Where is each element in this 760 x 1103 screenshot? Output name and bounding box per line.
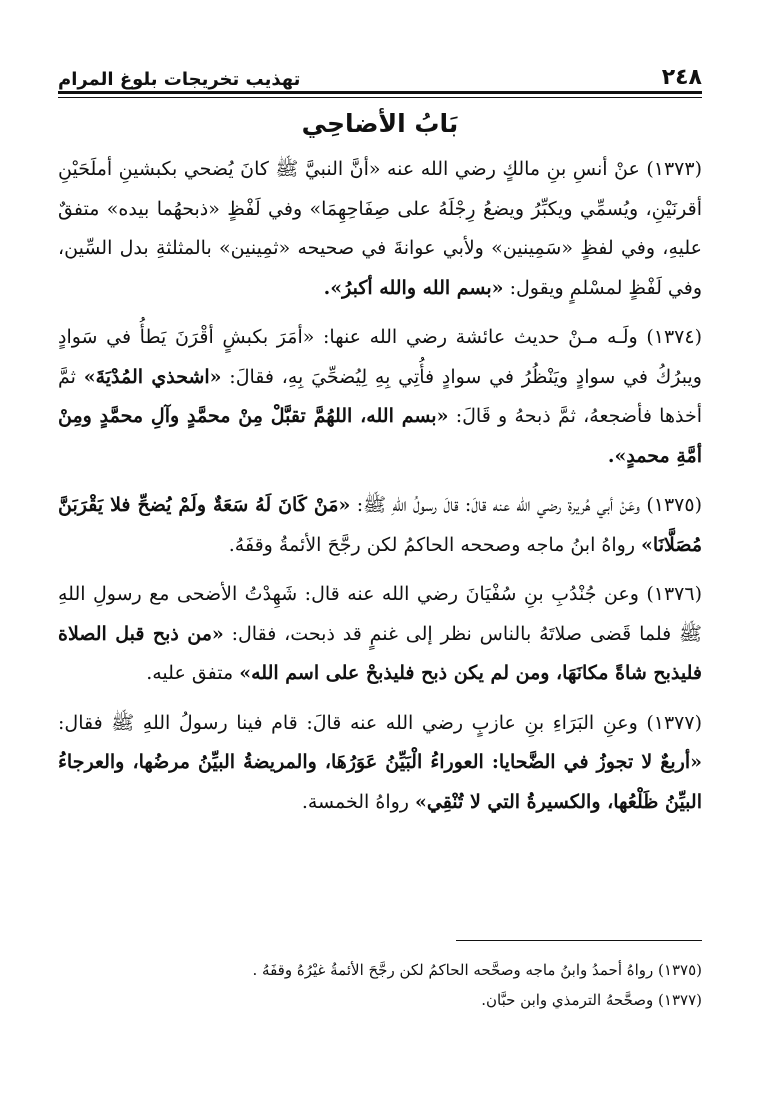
header-rule-thin xyxy=(58,97,702,98)
footnote-1377: (١٣٧٧) وصحَّحهُ الترمذي وابن حبَّان. xyxy=(481,991,702,1009)
hadith-quote: «اشحذي المُدْيَةَ» xyxy=(83,365,222,388)
header-rule xyxy=(58,91,702,94)
hadith-text: (١٣٧٧) وعنِ البَرَاءِ بنِ عازبٍ رضي الله عنه قالَ: قام فينا رسولُ اللهِ ﷺ فقال: xyxy=(58,711,702,734)
hadith-text: (١٣٧٥) وعَنْ أبي هُريرة رضي الله عنه قالَ: قالَ رسولُ اللهِ ﷺ: xyxy=(350,494,702,516)
hadith-quote: «بسم الله، اللهُمَّ تقبَّلْ مِنْ محمَّدٍ وآلِ محمَّدٍ ومِنْ أمَّةِ محمدٍ». xyxy=(58,405,702,467)
hadith-text: (١٣٧٤) ولَـه مـنْ حديث عائشة رضي الله عنها: «أمَرَ بكبشٍ أقْرَنَ يَطأُ في سَوادٍ ويبرُكُ في سوادٍ ويَنْظُرُ في سوادٍ فأُتِي بِهِ لِيُضحِّيَ بِهِ، فقالَ: xyxy=(58,326,702,388)
chapter-title: بَابُ الأضاحِي xyxy=(301,109,459,138)
hadith-list xyxy=(58,150,702,822)
hadith-quote: «من ذبح قبل الصلاة فليذبح شاةً مكانَهَا، ومن لم يكن ذبح فليذبحْ على اسم الله» xyxy=(58,622,702,684)
hadith-1375 xyxy=(58,486,702,565)
hadith-1374 xyxy=(58,318,702,476)
hadith-quote: «أربعٌ لا تجوزُ في الضَّحايا: العوراءُ الْبَيِّنُ عَوَرُهَا، والمريضةُ البيِّنُ مرضُها، والعرجاءُ البيِّنُ ظَلْعُها، والكسيرةُ التي لا تُنْقِي» xyxy=(58,751,702,813)
hadith-text: (١٣٧٣) عنْ أنسِ بنِ مالكٍ رضي الله عنه «أنَّ النبيَّ ﷺ كانَ يُضحي بكبشينِ أملَحَيْنِ أقرنَيْنِ، ويُسمِّي ويكبِّرُ ويضعُ رِجْلَهُ على صِفَاحِهِمَا» وفي لَفْظٍ «ذبحهُما بيده» متفقٌ عليهِ، وفي لفظٍ «سَمِينين» ولأبي عوانةَ في صحيحه «ثمِينين» بالمثلثةِ بدل السِّين، وفي لَفْظٍ لمسْلمٍ ويقول: xyxy=(58,158,702,299)
footnote-divider xyxy=(456,940,702,941)
hadith-text: ثمَّ أخذها فأضجعهُ، ثمَّ ذبحهُ و قَالَ: xyxy=(58,365,702,427)
hadith-quote: «مَنْ كَانَ لَهُ سَعَةٌ ولَمْ يُضحِّ فلا يَقْرَبَنَّ مُصَلَّانَا» xyxy=(58,494,702,556)
footnotes xyxy=(58,955,702,1015)
book-title: تهذيب تخريجات بلوغ المرام xyxy=(58,69,301,90)
hadith-text: (١٣٧٦) وعن جُنْدُبِ بنِ سُفْيَانَ رضي الله عنه قال: شَهِدْتُ الأضحى مع رسولِ اللهِ ﷺ فلما قَضى صلاتَهُ بالناس نظر إلى غنمٍ قد ذبحت، فقال: xyxy=(58,583,702,645)
hadith-text: رواهُ ابنُ ماجه وصححه الحاكمُ لكن رجَّحَ الأئمةُ وقفَهُ. xyxy=(228,533,642,556)
hadith-text: متفق عليه. xyxy=(146,662,240,684)
hadith-1376 xyxy=(58,575,702,694)
running-header xyxy=(58,56,702,90)
hadith-1377 xyxy=(58,704,702,823)
hadith-text: رواهُ الخمسة. xyxy=(301,790,415,813)
hadith-quote: «بسم الله والله أكبرُ». xyxy=(323,276,504,299)
page-number: ٢٤٨ xyxy=(661,65,702,90)
hadith-1373 xyxy=(58,150,702,308)
footnote-1375: (١٣٧٥) رواهُ أحمدُ وابنُ ماجه وصحَّحه الحاكمُ لكن رجَّحَ الأئمةُ غيْرُهُ وقفَهُ . xyxy=(252,961,702,979)
